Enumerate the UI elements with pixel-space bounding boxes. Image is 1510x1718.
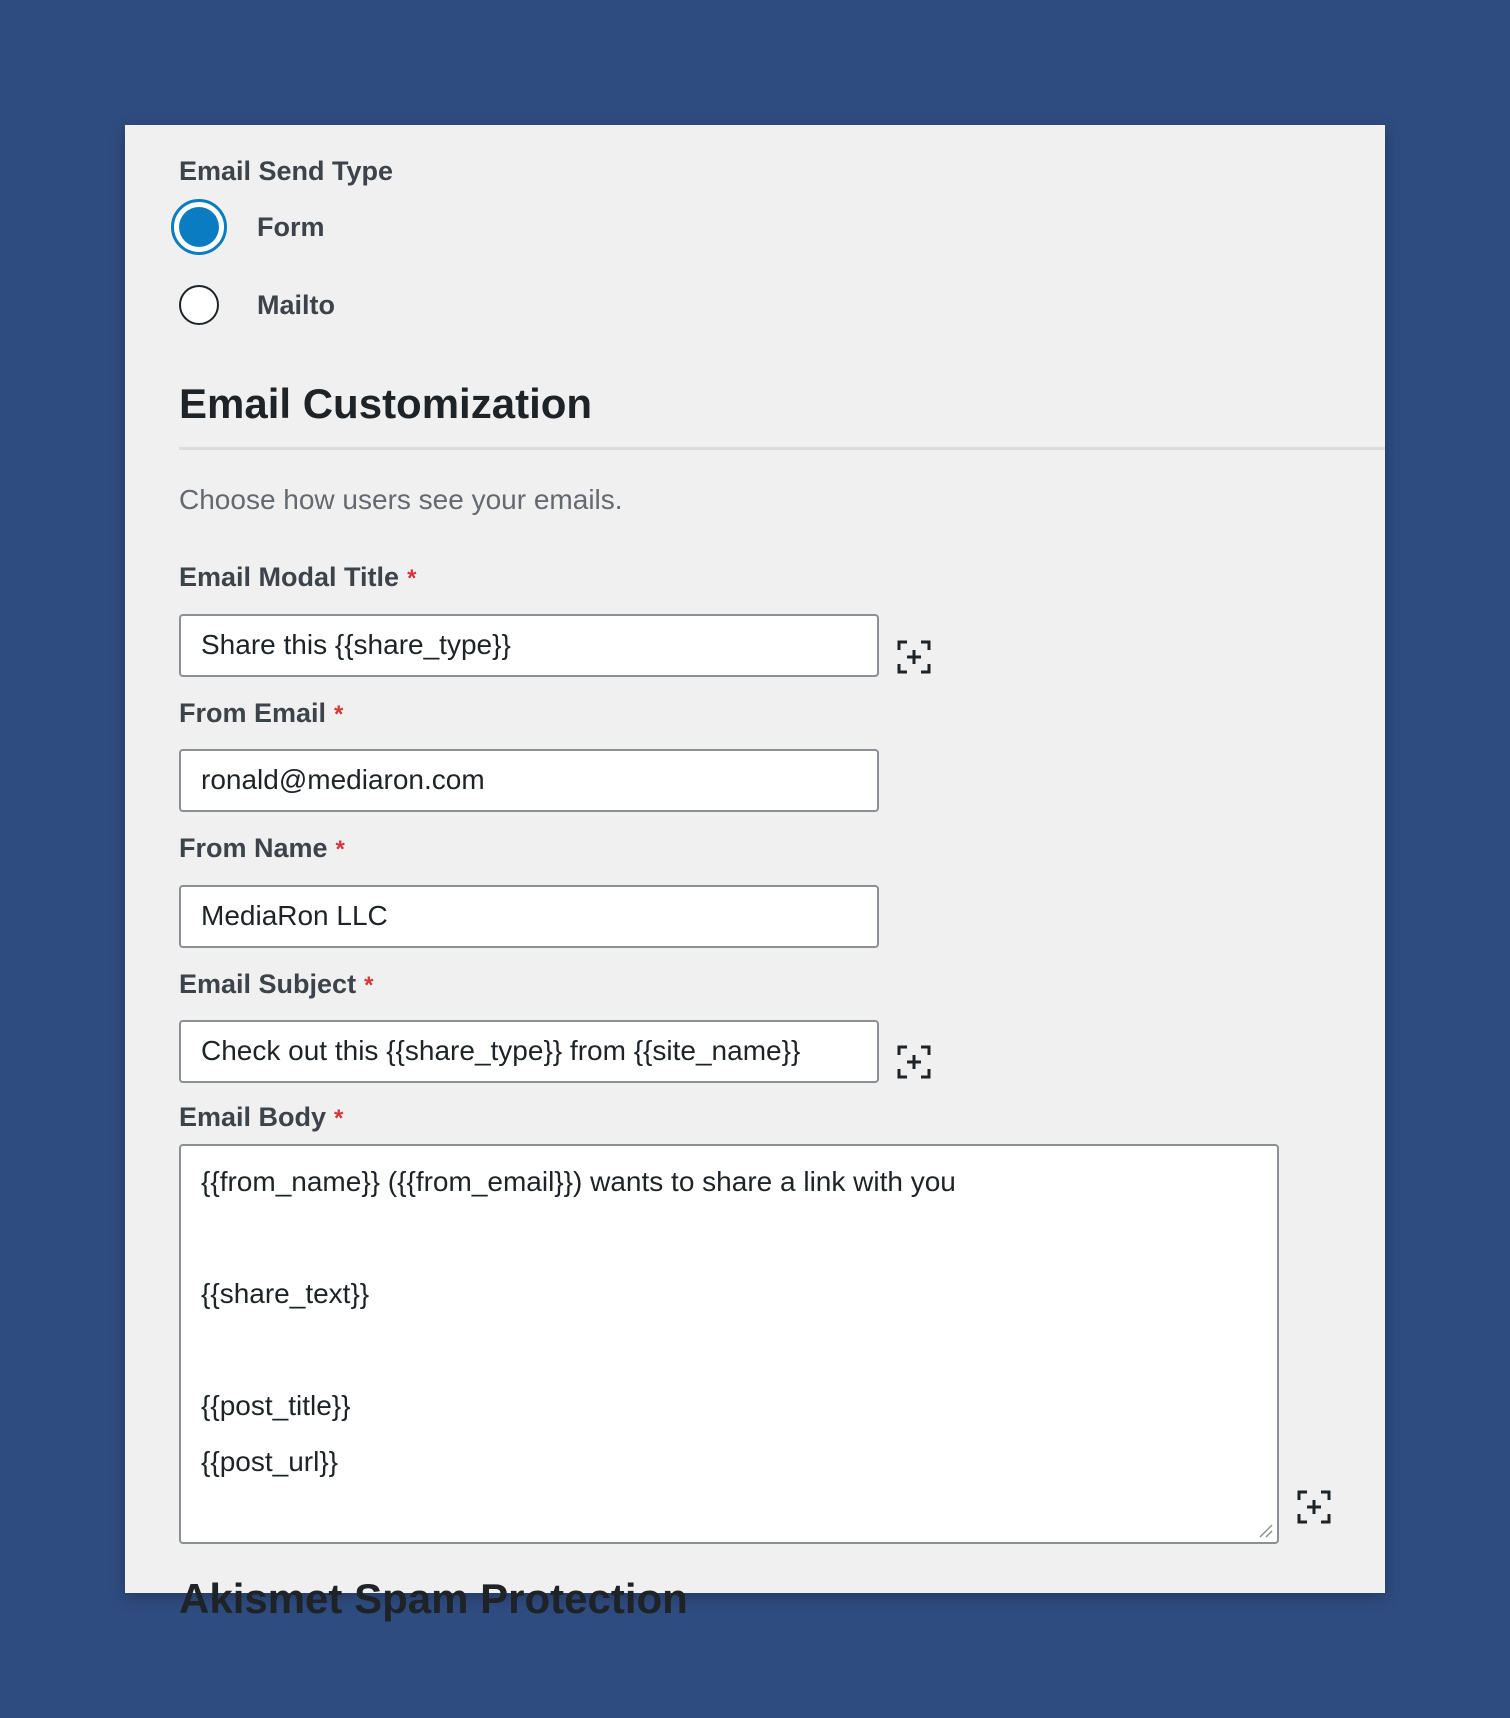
from-email-label-text: From Email	[179, 698, 327, 728]
body-line	[201, 1332, 1257, 1388]
body-label	[179, 1101, 343, 1135]
insert-variable-icon[interactable]	[897, 640, 931, 674]
radio-option-form[interactable]	[171, 199, 471, 259]
body-line: {{post_title}}	[201, 1390, 351, 1421]
subject-input[interactable]: Check out this {{share_type}} from {{site_name}}	[179, 1020, 879, 1083]
modal-title-label-text: Email Modal Title	[179, 562, 400, 592]
body-textarea[interactable]	[179, 1144, 1279, 1544]
insert-variable-icon[interactable]	[1297, 1490, 1331, 1524]
body-line	[201, 1220, 1257, 1276]
from-email-label	[179, 697, 343, 731]
radio-button-mailto[interactable]	[179, 285, 219, 325]
body-label-text: Email Body	[179, 1102, 327, 1132]
settings-panel	[125, 125, 1385, 1622]
radio-label-mailto[interactable]: Mailto	[257, 290, 335, 320]
radio-option-mailto[interactable]	[179, 285, 479, 329]
insert-variable-icon[interactable]	[897, 1045, 931, 1079]
from-name-input[interactable]: MediaRon LLC	[179, 885, 879, 948]
modal-title-input[interactable]: Share this {{share_type}}	[179, 614, 879, 677]
section-description: Choose how users see your emails.	[179, 484, 623, 515]
body-line: {{post_url}}	[201, 1446, 339, 1477]
subject-label-text: Email Subject	[179, 969, 357, 999]
resize-grip-icon[interactable]	[1257, 1522, 1273, 1538]
from-name-label-text: From Name	[179, 833, 328, 863]
required-asterisk: *	[334, 701, 344, 728]
next-section-title: Akismet Spam Protection	[179, 1575, 688, 1622]
from-email-input[interactable]: ronald@mediaron.com	[179, 749, 879, 812]
section-title: Email Customization	[179, 380, 593, 427]
send-type-label: Email Send Type	[179, 156, 394, 186]
modal-title-label	[179, 561, 416, 595]
section-divider	[179, 447, 1385, 450]
required-asterisk: *	[334, 1105, 344, 1132]
from-name-label	[179, 832, 345, 866]
body-line: {{share_text}}	[201, 1278, 370, 1309]
radio-button-form[interactable]	[171, 199, 227, 255]
subject-label	[179, 968, 373, 1002]
required-asterisk: *	[335, 836, 345, 863]
radio-selected-dot	[179, 207, 219, 247]
radio-label-form[interactable]: Form	[257, 212, 325, 242]
required-asterisk: *	[407, 565, 417, 592]
required-asterisk: *	[364, 972, 374, 999]
body-line: {{from_name}} ({{from_email}}) wants to share a link with you	[201, 1166, 956, 1197]
